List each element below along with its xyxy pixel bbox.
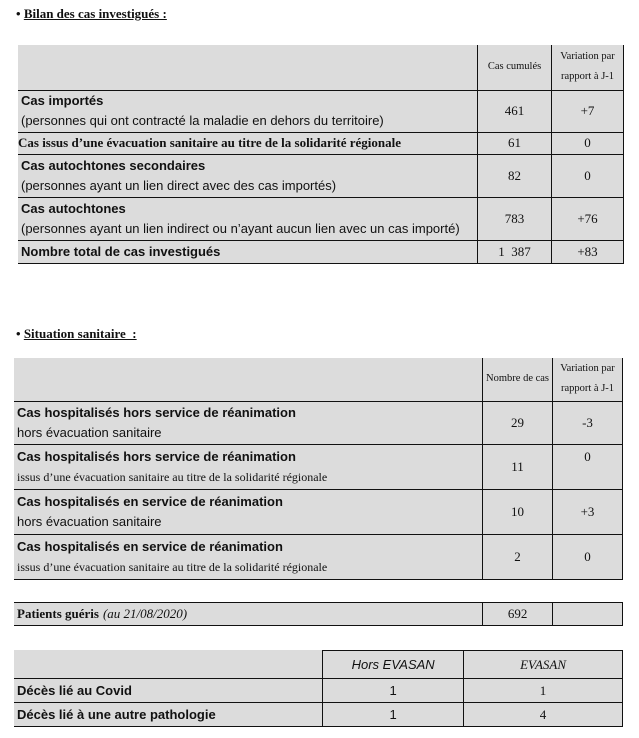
section-title-situation	[16, 326, 137, 342]
row-title: Nombre total de cas investigués	[21, 243, 221, 259]
row-title: Cas hospitalisés hors service de réanimation	[17, 404, 296, 420]
situation-table	[14, 358, 623, 580]
header-variation: Variation par rapport à J-1	[552, 45, 624, 90]
row-variation: +7	[552, 90, 624, 132]
table-row	[14, 444, 623, 489]
section-title-text: Bilan des cas investigués :	[23, 6, 167, 21]
row-value: 11	[483, 444, 553, 489]
header-empty-cell	[14, 651, 323, 679]
row-variation: +76	[552, 197, 624, 240]
row-title: Cas hospitalisés en service de réanimation	[17, 493, 283, 509]
table-row-total	[18, 240, 624, 263]
row-value: 1 387	[478, 240, 552, 263]
row-subtitle: hors évacuation sanitaire	[17, 424, 162, 440]
row-variation: 0	[553, 534, 623, 579]
row-variation: 0	[552, 154, 624, 197]
row-variation: +83	[552, 240, 624, 263]
row-subtitle: issus d’une évacuation sanitaire au titre de la solidarité régionale	[17, 559, 328, 574]
table-row	[18, 90, 624, 132]
row-title: Cas hospitalisés en service de réanimation	[17, 538, 283, 554]
table-header-row	[18, 45, 624, 90]
header-nombre-de-cas: Nombre de cas	[483, 358, 553, 401]
row-label: Décès lié à une autre pathologie	[14, 703, 323, 727]
row-title: Cas issus d’une évacuation sanitaire au titre de la solidarité régionale	[18, 135, 402, 150]
recovered-date: (au 21/08/2020)	[102, 606, 188, 621]
row-label	[14, 603, 483, 626]
recovered-label: Patients guéris	[17, 606, 99, 621]
row-value: 461	[478, 90, 552, 132]
row-hors-evasan: 1	[323, 703, 464, 727]
bilan-table	[18, 45, 624, 264]
bullet: •	[16, 326, 21, 341]
row-variation: -3	[553, 401, 623, 444]
deaths-table	[14, 650, 623, 727]
row-variation: 0	[552, 132, 624, 154]
row-value: 10	[483, 489, 553, 534]
row-subtitle: (personnes ayant un lien indirect ou n’ayant aucun lien avec un cas importé)	[21, 220, 460, 236]
row-subtitle: (personnes ayant un lien direct avec des cas importés)	[21, 177, 337, 193]
row-label	[18, 197, 478, 240]
recovered-variation	[553, 603, 623, 626]
header-evasan: EVASAN	[464, 651, 623, 679]
section-title-text: Situation sanitaire :	[23, 326, 137, 341]
table-row	[14, 603, 623, 626]
row-title: Cas autochtones secondaires	[21, 157, 206, 173]
table-header-row	[14, 358, 623, 401]
row-subtitle: (personnes qui ont contracté la maladie en dehors du territoire)	[21, 113, 384, 128]
header-cas-cumules: Cas cumulés	[478, 45, 552, 90]
row-value: 2	[483, 534, 553, 579]
row-value: 783	[478, 197, 552, 240]
table-row	[18, 154, 624, 197]
row-variation: 0	[553, 444, 623, 489]
row-value: 82	[478, 154, 552, 197]
bullet: •	[16, 6, 21, 21]
row-evasan: 4	[464, 703, 623, 727]
row-title: Cas importés	[21, 93, 104, 108]
table-row	[14, 401, 623, 444]
row-label	[18, 90, 478, 132]
header-hors-evasan: Hors EVASAN	[323, 651, 464, 679]
row-evasan: 1	[464, 679, 623, 703]
recovered-value: 692	[483, 603, 553, 626]
table-row	[14, 703, 623, 727]
recovered-table	[14, 602, 623, 626]
row-label	[14, 444, 483, 489]
row-label	[18, 240, 478, 263]
table-row	[14, 534, 623, 579]
row-subtitle: issus d’une évacuation sanitaire au titre de la solidarité régionale	[17, 469, 328, 484]
row-label	[18, 132, 478, 154]
row-variation: +3	[553, 489, 623, 534]
section-title-bilan	[16, 6, 167, 22]
table-row	[14, 679, 623, 703]
row-label	[14, 534, 483, 579]
row-subtitle: hors évacuation sanitaire	[17, 513, 162, 529]
row-value: 29	[483, 401, 553, 444]
row-title: Cas hospitalisés hors service de réanimation	[17, 448, 296, 464]
table-row	[18, 197, 624, 240]
header-empty-cell	[18, 45, 478, 90]
row-title: Cas autochtones	[21, 200, 126, 216]
row-label	[18, 154, 478, 197]
table-header-row	[14, 651, 623, 679]
header-empty-cell	[14, 358, 483, 401]
row-value: 61	[478, 132, 552, 154]
row-label	[14, 489, 483, 534]
header-variation: Variation par rapport à J-1	[553, 358, 623, 401]
row-label: Décès lié au Covid	[14, 679, 323, 703]
table-row	[18, 132, 624, 154]
row-hors-evasan: 1	[323, 679, 464, 703]
row-label	[14, 401, 483, 444]
table-row	[14, 489, 623, 534]
